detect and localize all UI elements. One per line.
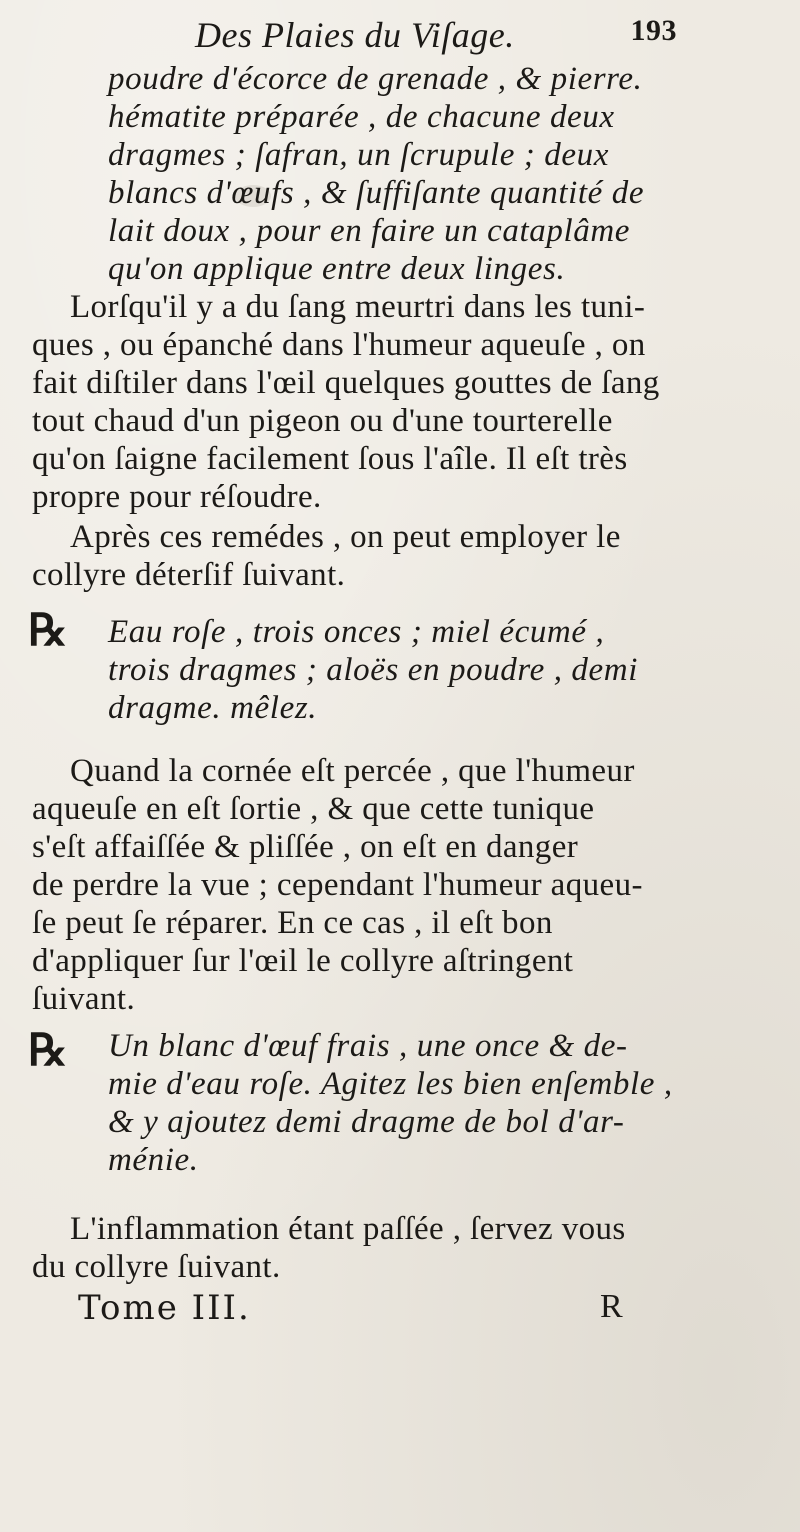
header-title: Des Plaies du Viſage.	[195, 15, 515, 55]
running-header	[195, 14, 677, 55]
text-line: de perdre la vue ; cependant l'humeur aqueu-	[32, 867, 643, 903]
text-line: L'inflammation étant paſſée , ſervez vous	[70, 1211, 626, 1247]
text-line: fait diſtiler dans l'œil quelques gouttes de ſang	[32, 365, 660, 401]
text-line: aqueuſe en eſt ſortie , & que cette tunique	[32, 791, 595, 827]
text-line: ménie.	[108, 1142, 199, 1178]
text-line: s'eſt affaiſſée & pliſſée , on eſt en danger	[32, 829, 579, 865]
paragraph-1	[108, 60, 644, 288]
recipe-symbol: ℞	[28, 605, 68, 656]
text-line: hématite préparée , de chacune deux	[108, 99, 615, 135]
text-line: qu'on applique entre deux linges.	[108, 251, 566, 287]
paragraph-2	[32, 288, 660, 516]
volume-footer: Tome III.	[78, 1288, 251, 1328]
paragraph-4	[32, 752, 643, 1018]
signature-mark: R	[600, 1288, 623, 1325]
text-line: Après ces remédes , on peut employer le	[70, 519, 621, 555]
text-line: ques , ou épanché dans l'humeur aqueuſe , on	[32, 327, 646, 363]
page-number: 193	[630, 14, 677, 47]
text-line: Un blanc d'œuf frais , une once & de-	[108, 1028, 628, 1064]
text-line: Lorſqu'il y a du ſang meurtri dans les tuni-	[70, 289, 646, 325]
recipe-2	[108, 1027, 673, 1179]
text-line: ſuivant.	[32, 981, 136, 1017]
text-line: dragmes ; ſafran, un ſcrupule ; deux	[108, 137, 609, 173]
text-line: trois dragmes ; aloës en poudre , demi	[108, 652, 638, 688]
text-line: du collyre ſuivant.	[32, 1249, 281, 1285]
text-line: lait doux , pour en faire un cataplâme	[108, 213, 631, 249]
text-line: collyre déterſif ſuivant.	[32, 557, 346, 593]
text-line: qu'on ſaigne facilement ſous l'aîle. Il eſt très	[32, 441, 628, 477]
text-line: blancs d'œufs , & ſuffiſante quantité de	[108, 175, 645, 211]
text-line: Eau roſe , trois onces ; miel écumé ,	[108, 614, 605, 650]
recipe-symbol: ℞	[28, 1025, 68, 1076]
text-line: mie d'eau roſe. Agitez les bien enſemble ,	[108, 1066, 673, 1102]
text-line: ſe peut ſe réparer. En ce cas , il eſt bon	[32, 905, 553, 941]
text-line: dragme. mêlez.	[108, 690, 318, 726]
text-line: propre pour réſoudre.	[32, 479, 322, 515]
text-line: poudre d'écorce de grenade , & pierre.	[108, 61, 643, 97]
paragraph-5	[32, 1210, 626, 1286]
text-line: d'appliquer ſur l'œil le collyre aſtringent	[32, 943, 574, 979]
text-line: & y ajoutez demi dragme de bol d'ar-	[108, 1104, 625, 1140]
paragraph-3	[32, 518, 621, 594]
text-line: Quand la cornée eſt percée , que l'humeur	[70, 753, 635, 789]
recipe-1	[108, 613, 638, 727]
text-line: tout chaud d'un pigeon ou d'une tourterelle	[32, 403, 613, 439]
